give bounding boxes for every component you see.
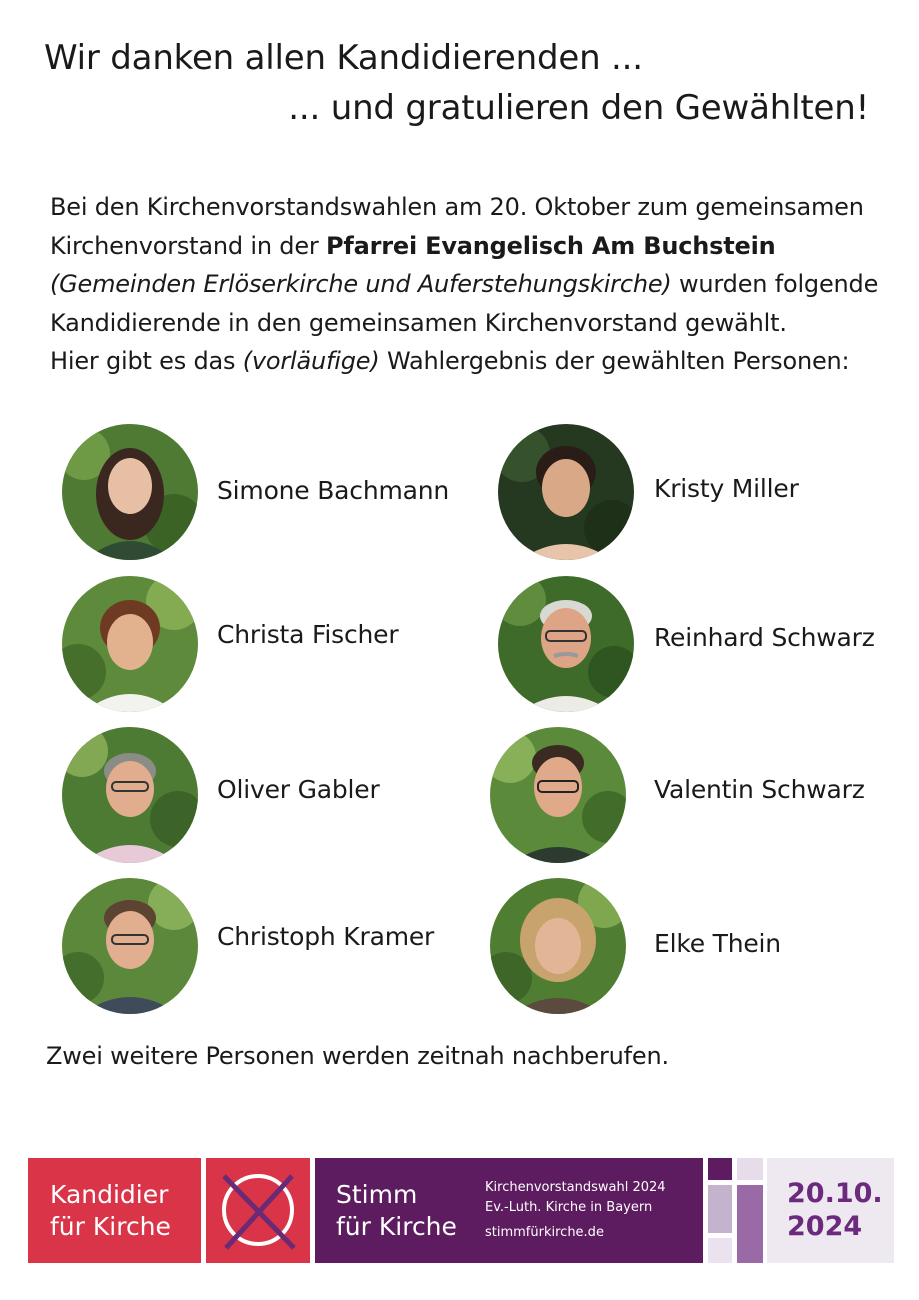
portrait-photo	[498, 576, 634, 712]
person-name: Elke Thein	[654, 929, 781, 958]
person-name: Kristy Miller	[654, 474, 799, 503]
closing-note: Zwei weitere Personen werden zeitnah nachberufen.	[46, 1042, 669, 1070]
congregations-note: (Gemeinden Erlöserkirche und Auferstehungskirche)	[50, 270, 672, 298]
portrait-photo	[62, 727, 198, 863]
website-url: stimmfürkirche.de	[485, 1225, 604, 1240]
portrait-placeholder-icon	[490, 727, 626, 863]
portrait-photo	[498, 424, 634, 560]
kandidier-block	[28, 1158, 201, 1263]
person-name: Valentin Schwarz	[654, 775, 865, 804]
portrait-placeholder-icon	[62, 576, 198, 712]
portrait-placeholder-icon	[62, 878, 198, 1014]
kandidier-line: Kandidier	[50, 1180, 169, 1209]
person-name: Oliver Gabler	[217, 775, 380, 804]
portrait-placeholder-icon	[490, 878, 626, 1014]
intro-text-part: Bei den Kirchenvorstandswahlen am 20. Oktober zum gemeinsamen Kirchenvorstand in der	[50, 193, 864, 260]
portrait-photo	[490, 878, 626, 1014]
person-name: Simone Bachmann	[217, 476, 450, 505]
stimm-line: Stimm	[336, 1180, 418, 1209]
stimm-block	[315, 1158, 703, 1263]
decorative-blocks	[708, 1158, 763, 1263]
election-date-year: 2024	[787, 1211, 863, 1242]
election-date-day: 20.10.	[787, 1178, 883, 1209]
person-name: Reinhard Schwarz	[654, 623, 875, 652]
portrait-photo	[62, 576, 198, 712]
ballot-cross-icon	[206, 1158, 310, 1263]
portrait-placeholder-icon	[62, 424, 198, 560]
portrait-placeholder-icon	[498, 424, 634, 560]
portrait-photo	[62, 878, 198, 1014]
stimm-line: für Kirche	[336, 1212, 457, 1241]
intro-text	[50, 188, 880, 381]
person-name: Christoph Kramer	[217, 922, 435, 951]
portrait-photo	[62, 424, 198, 560]
church-name: Ev.-Luth. Kirche in Bayern	[485, 1200, 653, 1215]
portrait-placeholder-icon	[62, 727, 198, 863]
intro-text-part: wurden folgende Kandidierende in den gemeinsamen Kirchenvorstand gewählt.	[50, 270, 879, 337]
kandidier-line: für Kirche	[50, 1212, 171, 1241]
parish-name: Pfarrei Evangelisch Am Buchstein	[325, 231, 776, 260]
person-name: Christa Fischer	[217, 620, 399, 649]
election-date-block	[767, 1158, 894, 1263]
intro-text-part: Wahlergebnis der gewählten Personen:	[379, 347, 850, 375]
campaign-banner	[28, 1158, 894, 1263]
provisional-note: (vorläufige)	[242, 347, 380, 375]
election-name: Kirchenvorstandswahl 2024	[485, 1180, 666, 1195]
heading-line-2: ... und gratulieren den Gewählten!	[288, 88, 869, 128]
heading-line-1: Wir danken allen Kandidierenden ...	[44, 38, 643, 78]
intro-text-part: Hier gibt es das	[50, 347, 243, 375]
portrait-photo	[490, 727, 626, 863]
portrait-placeholder-icon	[498, 576, 634, 712]
ballot-cross-block	[206, 1158, 310, 1263]
